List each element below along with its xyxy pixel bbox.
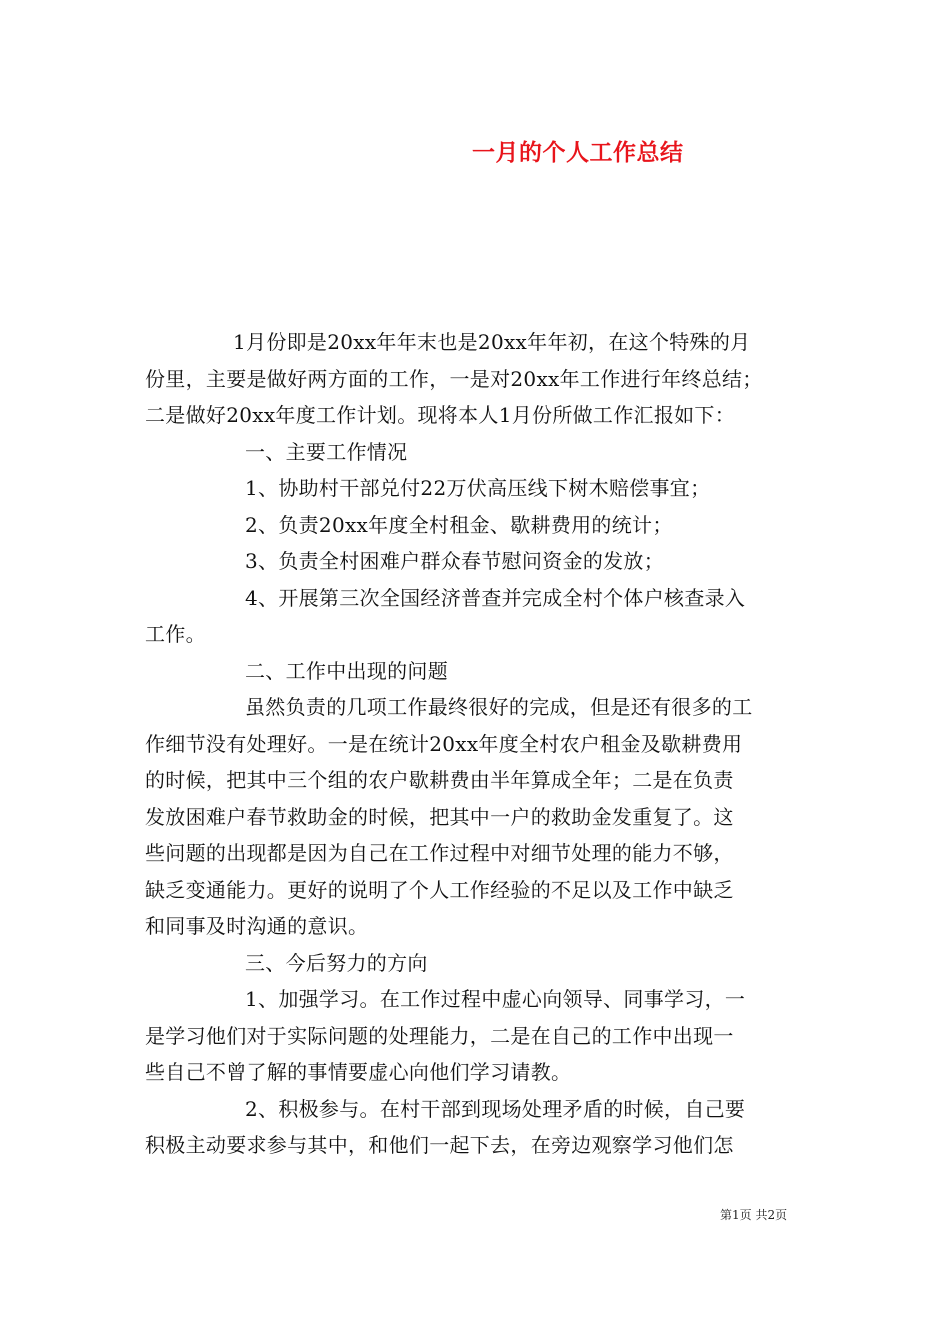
paragraph-line: 发放困难户春节救助金的时候，把其中一户的救助金发重复了。这: [145, 805, 734, 829]
paragraph-line: 二是做好20xx年度工作计划。现将本人1月份所做工作汇报如下：: [145, 403, 736, 427]
section-heading: 三、今后努力的方向: [245, 951, 428, 975]
list-item: 1、加强学习。在工作过程中虚心向领导、同事学习，一: [245, 987, 746, 1011]
paragraph-line: 和同事及时沟通的意识。: [145, 914, 369, 938]
section-heading: 二、工作中出现的问题: [245, 659, 448, 683]
page-footer: 第1页 共2页: [720, 1208, 788, 1222]
paragraph-line: 虽然负责的几项工作最终很好的完成，但是还有很多的工: [245, 695, 753, 719]
section-heading: 一、主要工作情况: [245, 440, 408, 464]
list-item: 2、积极参与。在村干部到现场处理矛盾的时候，自己要: [245, 1097, 746, 1121]
list-item: 3、负责全村困难户群众春节慰问资金的发放；: [245, 549, 665, 573]
list-item-continuation: 工作。: [145, 622, 206, 646]
paragraph-line: 缺乏变通能力。更好的说明了个人工作经验的不足以及工作中缺乏: [145, 878, 734, 902]
list-item-continuation: 是学习他们对于实际问题的处理能力，二是在自己的工作中出现一: [145, 1024, 734, 1048]
list-item-continuation: 积极主动要求参与其中，和他们一起下去，在旁边观察学习他们怎: [145, 1133, 734, 1157]
list-item-continuation: 些自己不曾了解的事情要虚心向他们学习请教。: [145, 1060, 572, 1084]
paragraph-line: 份里，主要是做好两方面的工作，一是对20xx年工作进行年终总结；: [145, 367, 763, 391]
list-item: 2、负责20xx年度全村租金、歇耕费用的统计；: [245, 513, 673, 537]
list-item: 4、开展第三次全国经济普查并完成全村个体户核查录入: [245, 586, 746, 610]
paragraph-line: 1月份即是20xx年年末也是20xx年年初，在这个特殊的月: [233, 330, 751, 354]
list-item: 1、协助村干部兑付22万伏高压线下树木赔偿事宜；: [245, 476, 711, 500]
document-title: 一月的个人工作总结: [472, 139, 684, 166]
paragraph-line: 作细节没有处理好。一是在统计20xx年度全村农户租金及歇耕费用: [145, 732, 743, 756]
paragraph-line: 些问题的出现都是因为自己在工作过程中对细节处理的能力不够，: [145, 841, 734, 865]
paragraph-line: 的时候，把其中三个组的农户歇耕费由半年算成全年；二是在负责: [145, 768, 734, 792]
